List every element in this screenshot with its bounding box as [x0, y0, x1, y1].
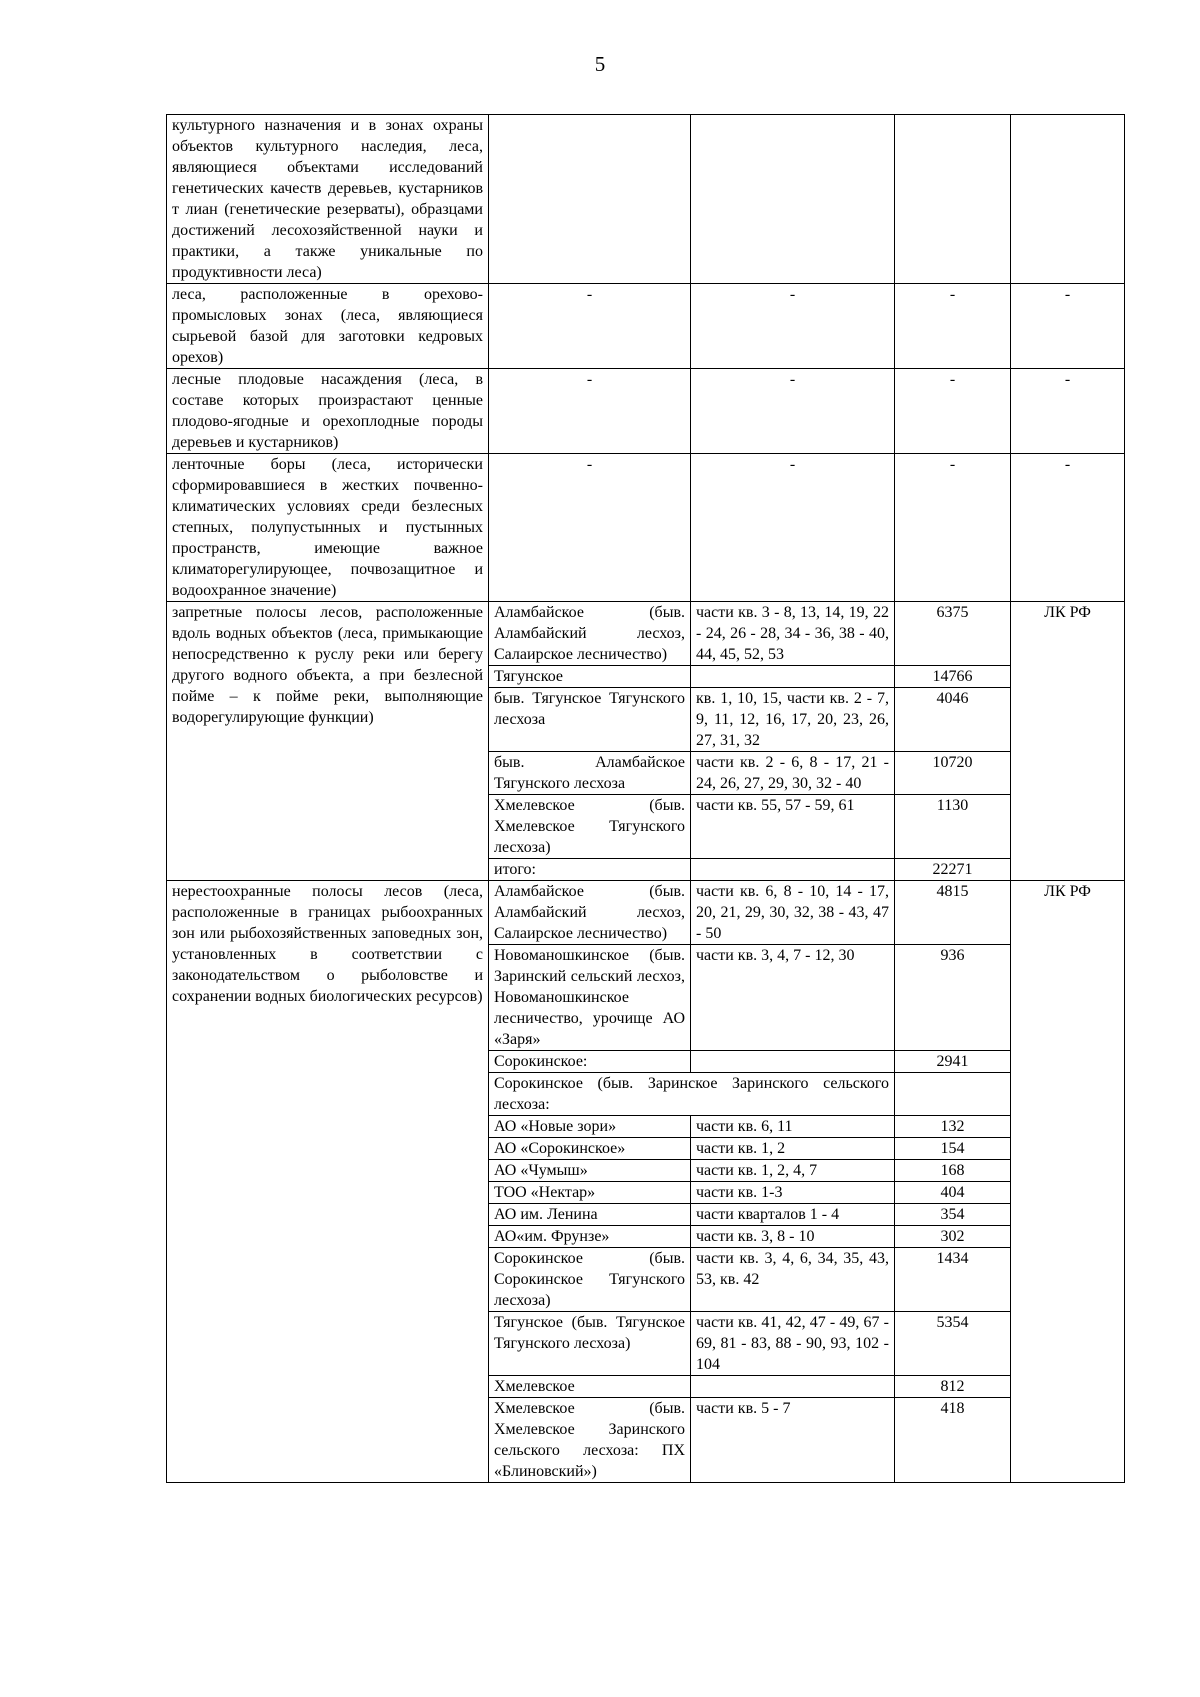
- area-cell: 812: [895, 1376, 1011, 1398]
- quarters-cell: части кв. 3, 4, 7 - 12, 30: [691, 945, 895, 1051]
- dash-cell: -: [691, 454, 895, 602]
- area-cell: 4815: [895, 881, 1011, 945]
- dash-cell: -: [1011, 454, 1125, 602]
- area-cell: 1434: [895, 1248, 1011, 1312]
- forestry-cell: Хмелевское (быв. Хмелевское Тягунского лесхоза): [489, 795, 691, 859]
- empty-cell: [895, 115, 1011, 284]
- dash-cell: -: [1011, 369, 1125, 454]
- area-cell: 154: [895, 1138, 1011, 1160]
- quarters-cell: части кв. 55, 57 - 59, 61: [691, 795, 895, 859]
- forestry-cell: Сорокинское (быв. Заринское Заринского сельского лесхоза:: [489, 1073, 895, 1116]
- area-cell: 302: [895, 1226, 1011, 1248]
- quarters-cell: части кв. 3 - 8, 13, 14, 19, 22 - 24, 26 - 28, 34 - 36, 38 - 40, 44, 45, 52, 53: [691, 602, 895, 666]
- quarters-cell: части кв. 3, 4, 6, 34, 35, 43, 53, кв. 42: [691, 1248, 895, 1312]
- category-cell: ленточные боры (леса, исторически сформировавшиеся в жестких почвенно-климатических условиях среди безлесных степных, полупустынных и пустынных пространств, имеющие важное климаторегулирующее, почвозащитное и водоохранное значение): [167, 454, 489, 602]
- forestry-cell: Сорокинское (быв. Сорокинское Тягунского лесхоза): [489, 1248, 691, 1312]
- quarters-cell: [691, 1376, 895, 1398]
- forestry-cell: ТОО «Нектар»: [489, 1182, 691, 1204]
- category-cell: леса, расположенные в орехово-промысловых зонах (леса, являющиеся сырьевой базой для заготовки кедровых орехов): [167, 284, 489, 369]
- forestry-cell: Новоманошкинское (быв. Заринский сельский лесхоз, Новоманошкинское лесничество, урочище АО «Заря»: [489, 945, 691, 1051]
- forestry-cell: АО «Чумыш»: [489, 1160, 691, 1182]
- dash-cell: -: [895, 369, 1011, 454]
- category-cell: нерестоохранные полосы лесов (леса, расположенные в границах рыбоохранных зон или рыбохозяйственных заповедных зон, установленных в соответствии с законодательством о рыболовстве и сохранении водных биологических ресурсов): [167, 881, 489, 1483]
- document-cell: ЛК РФ: [1011, 881, 1125, 1483]
- area-cell: 168: [895, 1160, 1011, 1182]
- quarters-cell: части кв. 2 - 6, 8 - 17, 21 - 24, 26, 27, 29, 30, 32 - 40: [691, 752, 895, 795]
- table-row: [167, 881, 1125, 945]
- quarters-cell: части кв. 1, 2: [691, 1138, 895, 1160]
- dash-cell: -: [1011, 284, 1125, 369]
- table-row: [167, 602, 1125, 666]
- forestry-cell: Хмелевское: [489, 1376, 691, 1398]
- dash-cell: -: [489, 454, 691, 602]
- category-cell: запретные полосы лесов, расположенные вдоль водных объектов (леса, примыкающие непосредственно к руслу реки или берегу другого водного объекта, а при безлесной пойме – к пойме реки, выполняющие водорегулирующие функции): [167, 602, 489, 881]
- empty-cell: [1011, 115, 1125, 284]
- forestry-cell: АО«им. Фрунзе»: [489, 1226, 691, 1248]
- dash-cell: -: [691, 284, 895, 369]
- area-cell: 936: [895, 945, 1011, 1051]
- forestry-cell: Аламбайское (быв. Аламбайский лесхоз, Салаирское лесничество): [489, 881, 691, 945]
- quarters-cell: [691, 1051, 895, 1073]
- area-cell: 132: [895, 1116, 1011, 1138]
- quarters-cell: кв. 1, 10, 15, части кв. 2 - 7, 9, 11, 12, 16, 17, 20, 23, 26, 27, 31, 32: [691, 688, 895, 752]
- area-cell: [895, 1073, 1011, 1116]
- quarters-cell: части кв. 6, 8 - 10, 14 - 17, 20, 21, 29, 30, 32, 38 - 43, 47 - 50: [691, 881, 895, 945]
- forestry-cell: АО «Новые зори»: [489, 1116, 691, 1138]
- table-row: [167, 454, 1125, 602]
- dash-cell: -: [691, 369, 895, 454]
- quarters-cell: части кв. 6, 11: [691, 1116, 895, 1138]
- area-cell: 404: [895, 1182, 1011, 1204]
- table-row: [167, 284, 1125, 369]
- area-cell: 10720: [895, 752, 1011, 795]
- forestry-cell: АО «Сорокинское»: [489, 1138, 691, 1160]
- area-cell: 418: [895, 1398, 1011, 1483]
- forestry-cell: быв. Аламбайское Тягунского лесхоза: [489, 752, 691, 795]
- page-number: 5: [594, 52, 606, 76]
- forest-category-table: [166, 114, 1125, 1483]
- area-cell: 5354: [895, 1312, 1011, 1376]
- dash-cell: -: [489, 369, 691, 454]
- dash-cell: -: [895, 454, 1011, 602]
- quarters-cell: части кв. 1-3: [691, 1182, 895, 1204]
- area-cell: 1130: [895, 795, 1011, 859]
- quarters-cell: части кв. 5 - 7: [691, 1398, 895, 1483]
- area-cell: 2941: [895, 1051, 1011, 1073]
- dash-cell: -: [895, 284, 1011, 369]
- area-cell: 354: [895, 1204, 1011, 1226]
- quarters-cell: [691, 859, 895, 881]
- quarters-cell: части кв. 1, 2, 4, 7: [691, 1160, 895, 1182]
- category-cell: лесные плодовые насаждения (леса, в составе которых произрастают ценные плодово-ягодные и орехоплодные породы деревьев и кустарников): [167, 369, 489, 454]
- forestry-cell: Хмелевское (быв. Хмелевское Заринского сельского лесхоза: ПХ «Блиновский»): [489, 1398, 691, 1483]
- total-label-cell: итого:: [489, 859, 691, 881]
- forestry-cell: Сорокинское:: [489, 1051, 691, 1073]
- forestry-cell: Тягунское (быв. Тягунское Тягунского лесхоза): [489, 1312, 691, 1376]
- table-row: [167, 115, 1125, 284]
- area-cell: 14766: [895, 666, 1011, 688]
- area-cell: 6375: [895, 602, 1011, 666]
- quarters-cell: части кварталов 1 - 4: [691, 1204, 895, 1226]
- forestry-cell: Аламбайское (быв. Аламбайский лесхоз, Салаирское лесничество): [489, 602, 691, 666]
- table-row: [167, 369, 1125, 454]
- area-cell: 4046: [895, 688, 1011, 752]
- quarters-cell: части кв. 41, 42, 47 - 49, 67 - 69, 81 - 83, 88 - 90, 93, 102 - 104: [691, 1312, 895, 1376]
- quarters-cell: [691, 666, 895, 688]
- category-cell: культурного назначения и в зонах охраны объектов культурного наследия, леса, являющиеся объектами исследований генетических качеств деревьев, кустарников т лиан (генетические резерваты), образцами достижений лесохозяйственной науки и практики, а также уникальные по продуктивности леса): [167, 115, 489, 284]
- forestry-cell: АО им. Ленина: [489, 1204, 691, 1226]
- empty-cell: [489, 115, 691, 284]
- forestry-cell: Тягунское: [489, 666, 691, 688]
- empty-cell: [691, 115, 895, 284]
- document-cell: ЛК РФ: [1011, 602, 1125, 881]
- forestry-cell: быв. Тягунское Тягунского лесхоза: [489, 688, 691, 752]
- quarters-cell: части кв. 3, 8 - 10: [691, 1226, 895, 1248]
- dash-cell: -: [489, 284, 691, 369]
- total-area-cell: 22271: [895, 859, 1011, 881]
